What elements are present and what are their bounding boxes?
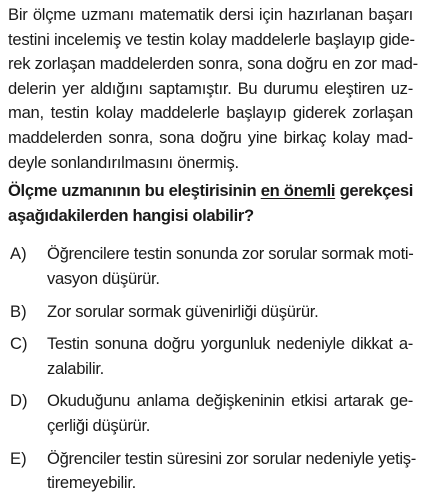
answer-option-c[interactable] — [8, 332, 413, 381]
answer-option-b[interactable] — [8, 300, 413, 325]
option-text-line: Okuduğunu anlama değişkeninin etkisi artarak ge- — [47, 391, 413, 411]
option-text-line: zalabilir. — [47, 358, 104, 378]
answer-option-d[interactable] — [8, 389, 413, 438]
question-stem-line — [8, 179, 413, 204]
passage-line: testini incelemiş ve testin kolay maddelerle başlayıp gide- — [8, 29, 415, 49]
option-text-line: çerliği düşürür. — [47, 415, 151, 435]
question-stem — [8, 179, 413, 228]
option-letter: D) — [10, 391, 28, 411]
question-emphasis: en önemli — [260, 181, 336, 201]
passage-line: delerin yer aldığını saptamıştır. Bu durumu eleştiren uz- — [8, 78, 413, 98]
answer-options — [8, 242, 417, 495]
option-text-line: vasyon düşürür. — [47, 268, 160, 288]
option-letter: E) — [10, 448, 27, 468]
option-letter: A) — [10, 244, 27, 264]
question-stem-text: gerekçesi — [335, 181, 413, 201]
question-stem-text: Ölçme uzmanının bu eleştirisinin — [8, 181, 261, 201]
answer-option-a[interactable] — [8, 242, 413, 291]
option-letter: B) — [10, 301, 27, 321]
answer-option-e[interactable] — [8, 447, 417, 496]
question-passage — [8, 3, 418, 175]
passage-line: Bir ölçme uzmanı matematik dersi için hazırlanan başarı — [8, 5, 413, 24]
option-text-line: Öğrenciler testin süresini zor sorular nedeniyle yetiş- — [47, 448, 417, 468]
question-stem-line: aşağıdakilerden hangisi olabilir? — [8, 205, 254, 225]
passage-line: rek zorlaşan maddelerden sonra, sona doğru en zor mad- — [8, 54, 418, 74]
option-text-line: tiremeyebilir. — [47, 473, 136, 493]
passage-line: man, testin kolay maddelerle başlayıp giderek zorlaşan — [8, 103, 413, 123]
option-letter: C) — [10, 334, 28, 354]
option-text-line: Zor sorular sormak güvenirliği düşürür. — [47, 301, 319, 321]
option-text-line: Öğrencilere testin sonunda zor sorular sormak moti- — [47, 244, 414, 264]
passage-line: deyle sonlandırılmasını önermiş. — [8, 152, 239, 172]
passage-line: maddelerden sonra, sona doğru yine birkaç kolay mad- — [8, 127, 413, 147]
option-text-line: Testin sonuna doğru yorgunluk nedeniyle dikkat a- — [47, 334, 413, 354]
